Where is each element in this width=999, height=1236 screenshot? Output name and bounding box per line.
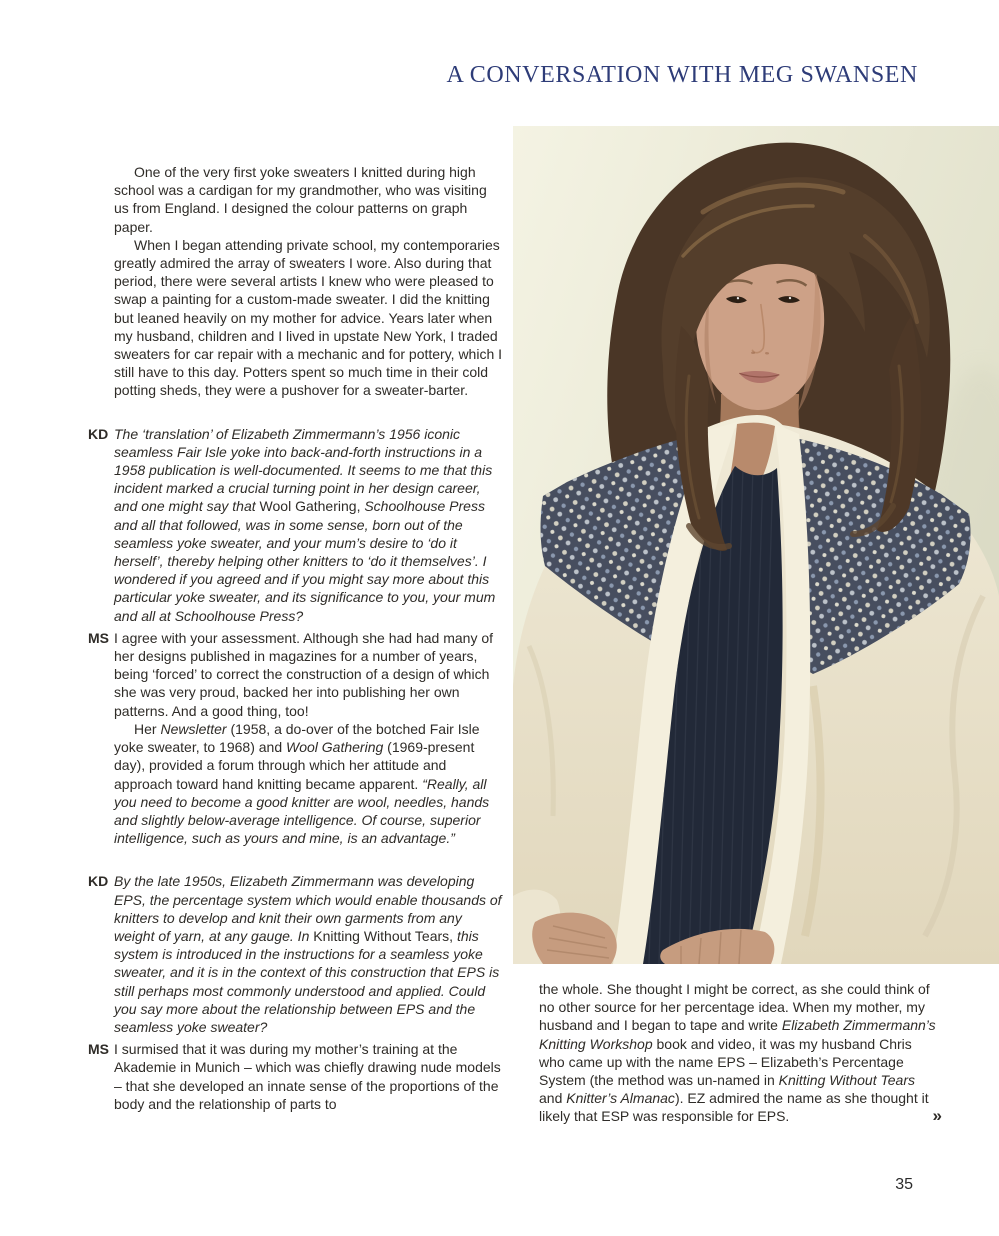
paragraph: [114, 1040, 504, 1113]
dialogue-entry: [88, 425, 504, 625]
right-column: [539, 980, 941, 1126]
portrait-photo: [513, 126, 999, 964]
text-run: (1969-present day), provided a forum through which her attitude and approach toward hand knitting became apparent.: [114, 739, 475, 792]
text-run: book and video, it was my husband Chris who came up with the name EPS – Elizabeth’s Percentage System (the method was un-named in: [539, 1035, 912, 1089]
left-column: [88, 163, 504, 1113]
paragraph: [114, 872, 504, 1036]
text-run: Wool Gathering,: [259, 498, 361, 515]
speaker-label: KD: [88, 873, 109, 890]
italic-text-run: Newsletter: [160, 720, 227, 737]
paragraph: [114, 425, 504, 625]
text-run: Knitting Without Tears,: [313, 927, 454, 944]
right-column-paragraph: [539, 980, 941, 1126]
italic-text-run: this system is introduced in the instructions for a seamless yoke sweater, and it is in the context of this construction that EPS is still perhaps most commonly understood and applied. Could you say more about the relationship between EPS and the seamless yoke sweater?: [114, 927, 500, 1035]
italic-text-run: Knitting Without Tears: [778, 1072, 915, 1089]
dialogue-entry: [88, 163, 504, 400]
text-run: I agree with your assessment. Although she had had many of her designs published in magazines for a number of years, being ‘forced’ to correct the construction of a design of which she was very proud, backed her into publishing her own patterns. And a good thing, too!: [114, 629, 494, 719]
text-run: I surmised that it was during my mother’s training at the Akademie in Munich – which was chiefly drawing nude models – that she developed an innate sense of the proportions of the body and the relationship of parts to: [114, 1041, 501, 1112]
speaker-label: KD: [88, 425, 109, 442]
dialogue-entry: [88, 629, 504, 847]
italic-text-run: By the late 1950s, Elizabeth Zimmermann was developing EPS, the percentage system which would enable thousands of knitters to develop and knit their own garments from any weight of yarn, at any gauge. In: [114, 873, 502, 944]
text-run: When I began attending private school, my contemporaries greatly admired the array of sweaters I wore. Also during that period, there were several artists I knew who were pleased to swap a painting for a custom-made sweater. I did the knitting but leaned heavily on my mother for advice. Years later when my husband, children and I lived in upstate New York, I traded sweaters for car repair with a mechanic and for pottery, which I still have to this day. Potters spent so much time in their cold potting sheds, they were a pushover for a sweater-barter.: [114, 236, 503, 399]
italic-text-run: Schoolhouse Press and all that followed, was in some sense, born out of the seamless yoke sweater, and your mum’s desire to ‘do it herself’, thereby helping other knitters to ‘do it themselves’. I wondered if you agreed and if you might say more about this particular yoke sweater, and its significance to you, your mum and all at Schoolhouse Press?: [114, 498, 496, 624]
continued-marker: »: [932, 1106, 941, 1126]
text-run: (1958, a do-over of the botched Fair Isle yoke sweater, to 1968) and: [114, 720, 480, 756]
text-run: Her: [134, 720, 161, 737]
text-run: and: [539, 1090, 567, 1107]
paragraph: [114, 720, 504, 847]
dialogue-entry: [88, 872, 504, 1036]
italic-text-run: Elizabeth Zimmermann’s Knitting Workshop: [539, 1017, 936, 1052]
page-number: 35: [895, 1176, 913, 1193]
dialogue-entry: [88, 1040, 504, 1113]
paragraph: [114, 236, 504, 400]
text-run: the whole. She thought I might be correct, as she could think of no other source for her percentage idea. When my mother, my husband and I began to tape and write: [539, 981, 930, 1034]
speaker-label: MS: [88, 1041, 109, 1058]
italic-text-run: The ‘translation’ of Elizabeth Zimmermann’s 1956 iconic seamless Fair Isle yoke into back-and-forth instructions in a 1958 publication is well-documented. It seems to me that this incident marked a crucial turning point in her design career, and one might say that: [114, 425, 493, 515]
italic-text-run: Wool Gathering: [286, 739, 384, 756]
portrait-photo-illustration: [513, 126, 999, 964]
italic-text-run: “Really, all you need to become a good knitter are wool, needles, hands and slightly below-average intelligence. Of course, superior intelligence, such as yours and mine, is an advantage.”: [114, 775, 490, 847]
page-title: A CONVERSATION WITH MEG SWANSEN: [446, 62, 918, 88]
italic-text-run: Knitter’s Almanac: [566, 1090, 675, 1107]
paragraph: [114, 629, 504, 720]
paragraph: [114, 163, 504, 236]
text-run: One of the very first yoke sweaters I knitted during high school was a cardigan for my grandmother, who was visiting us from England. I designed the colour patterns on graph paper.: [114, 164, 487, 235]
text-run: ). EZ admired the name as she thought it likely that ESP was responsible for EPS.: [539, 1090, 929, 1125]
speaker-label: MS: [88, 629, 109, 646]
